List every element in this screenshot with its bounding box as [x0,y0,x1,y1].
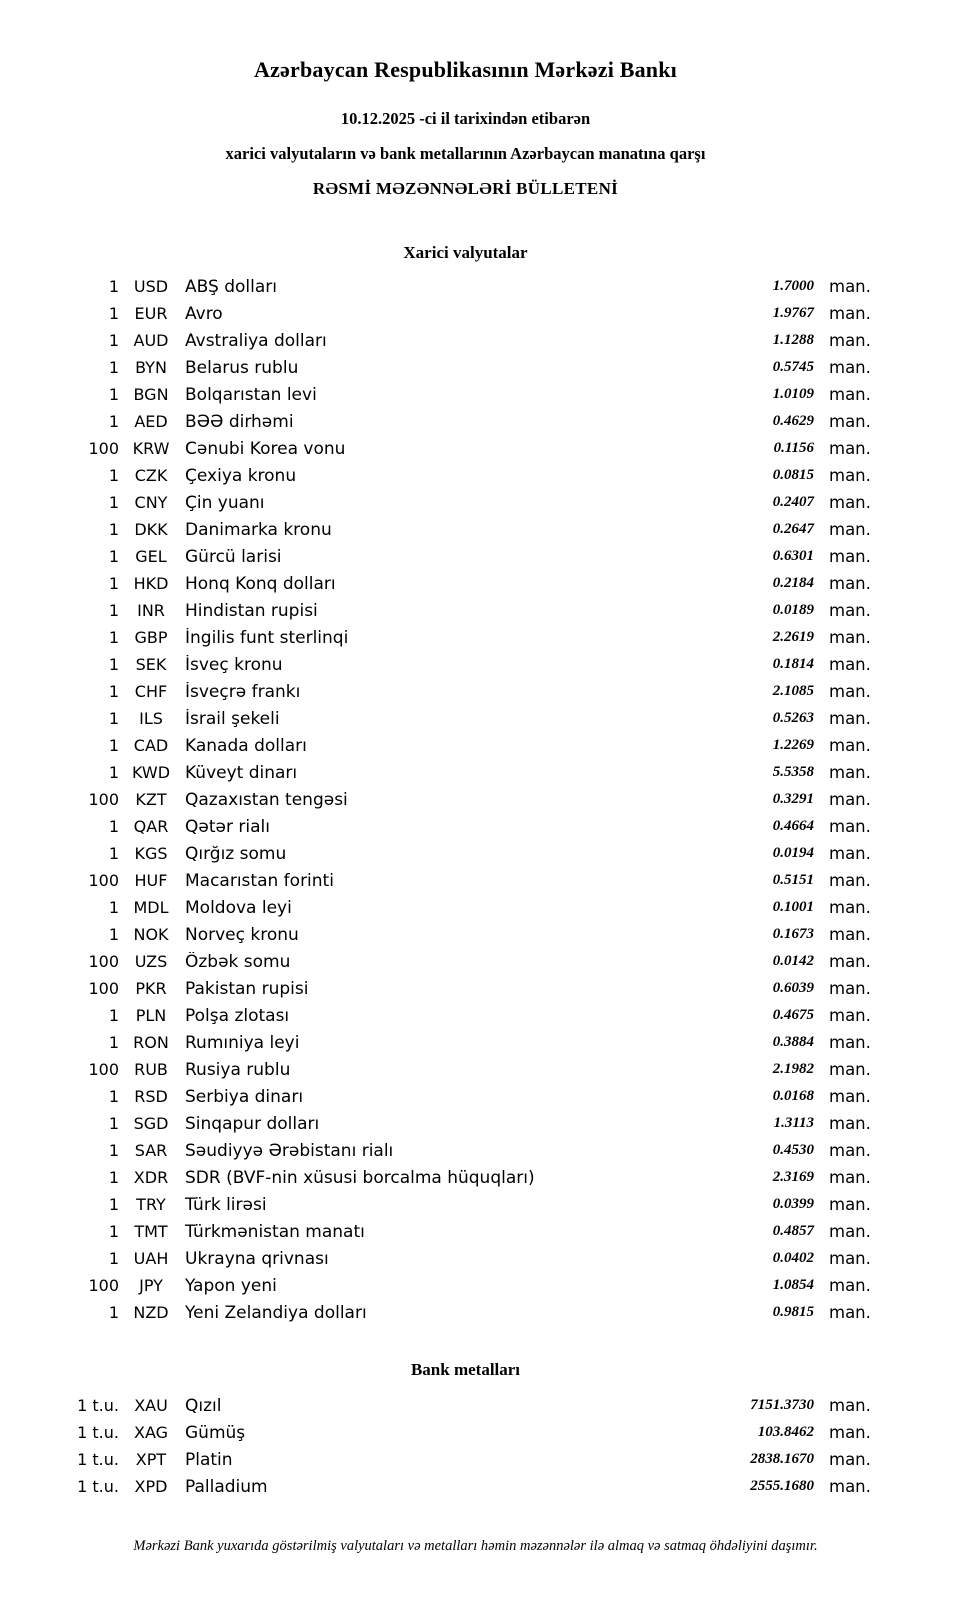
currency-rate: 0.1001 [772,899,814,915]
currency-name: Rusiya rublu [185,1059,291,1080]
currency-unit: man. [829,925,871,944]
currency-quantity: 1 [108,682,119,701]
currency-unit: man. [829,844,871,863]
metal-rate: 103.8462 [757,1424,814,1440]
currency-rate: 0.6301 [772,548,814,564]
metal-name: Gümüş [185,1422,246,1443]
currency-rate: 0.4530 [772,1142,814,1158]
currency-row [55,1083,876,1110]
currency-row [55,840,876,867]
currency-rate: 1.9767 [772,305,814,321]
currency-rate: 0.4675 [772,1007,814,1023]
currency-name: Norveç kronu [185,924,299,945]
currency-name: Avro [185,303,223,324]
currency-quantity: 100 [88,1060,119,1079]
currency-unit: man. [829,1087,871,1106]
currency-rate: 0.2407 [772,494,814,510]
currency-unit: man. [829,1168,871,1187]
currency-code: MDL [133,898,169,917]
currency-name: Yeni Zelandiya dolları [185,1302,367,1323]
currency-quantity: 1 [108,1222,119,1241]
currency-rate: 0.6039 [772,980,814,996]
currency-row [55,705,876,732]
currency-row [55,921,876,948]
currency-unit: man. [829,385,871,404]
currency-rate: 1.1288 [772,332,814,348]
currency-name: Hindistan rupisi [185,600,318,621]
metal-rate: 7151.3730 [750,1397,814,1413]
currency-code: RSD [134,1087,168,1106]
currency-quantity: 1 [108,331,119,350]
currency-code: CAD [133,736,169,755]
currency-name: BƏƏ dirhəmi [185,411,294,432]
currency-rate: 1.3113 [773,1115,814,1131]
bulletin-title: RƏSMİ MƏZƏNNƏLƏRİ BÜLLETENİ [312,179,619,198]
currency-unit: man. [829,1276,871,1295]
currency-quantity: 1 [108,1087,119,1106]
currency-unit: man. [829,574,871,593]
currency-unit: man. [829,709,871,728]
currency-quantity: 1 [108,547,119,566]
currency-row [55,651,876,678]
currency-quantity: 1 [108,736,119,755]
currency-name: ABŞ dolları [185,276,277,297]
currency-code: NOK [133,925,169,944]
currency-row [55,516,876,543]
currency-name: Danimarka kronu [185,519,332,540]
currency-rate: 0.0142 [772,953,814,969]
currency-rate: 0.0168 [772,1088,814,1104]
currency-code: TMT [134,1222,168,1241]
currency-rate: 0.4857 [772,1223,814,1239]
currency-code: XDR [133,1168,169,1187]
currency-name: Pakistan rupisi [185,978,309,999]
currency-quantity: 1 [108,1114,119,1133]
currency-quantity: 1 [108,466,119,485]
currency-row [55,786,876,813]
currency-unit: man. [829,1141,871,1160]
currency-quantity: 1 [108,1249,119,1268]
currency-unit: man. [829,547,871,566]
currency-row [55,1299,876,1326]
metal-quantity: 1 t.u. [77,1396,119,1415]
currency-row [55,1218,876,1245]
currency-row [55,1029,876,1056]
currency-code: INR [137,601,165,620]
currency-rate: 0.2647 [772,521,814,537]
currency-unit: man. [829,979,871,998]
metal-rate: 2838.1670 [750,1451,814,1467]
currency-unit: man. [829,628,871,647]
currency-code: AED [134,412,168,431]
currency-quantity: 100 [88,1276,119,1295]
currency-row [55,1056,876,1083]
currency-code: RUB [134,1060,168,1079]
currency-rate: 0.0815 [772,467,814,483]
currency-quantity: 1 [108,574,119,593]
currency-quantity: 1 [108,601,119,620]
currency-quantity: 1 [108,304,119,323]
currency-quantity: 100 [88,871,119,890]
metal-name: Platin [185,1449,233,1470]
currency-row [55,381,876,408]
currencies-section-title: Xarici valyutalar [403,243,528,262]
currency-code: DKK [134,520,168,539]
currency-row [55,948,876,975]
currency-name: Çin yuanı [185,492,265,513]
currency-row [55,678,876,705]
currency-row [55,1272,876,1299]
currency-rate: 0.1673 [772,926,814,942]
currency-code: HKD [133,574,169,593]
currency-row [55,1137,876,1164]
currency-name: Küveyt dinarı [185,762,298,783]
currency-rate: 0.0402 [772,1250,814,1266]
metal-quantity: 1 t.u. [77,1423,119,1442]
currency-rate: 0.9815 [772,1304,814,1320]
currency-rate: 0.5745 [772,359,814,375]
currency-quantity: 1 [108,1303,119,1322]
currency-name: İsveçrə frankı [185,681,301,702]
currency-quantity: 1 [108,898,119,917]
currency-unit: man. [829,1060,871,1079]
currency-rate: 1.0854 [772,1277,814,1293]
metal-unit: man. [829,1423,871,1442]
metal-unit: man. [829,1477,871,1496]
metal-quantity: 1 t.u. [77,1450,119,1469]
currency-row [55,1191,876,1218]
currency-code: KRW [132,439,170,458]
currency-quantity: 1 [108,1195,119,1214]
currency-rate: 0.1156 [773,440,814,456]
currency-quantity: 100 [88,979,119,998]
currency-name: Bolqarıstan levi [185,384,317,405]
currency-quantity: 1 [108,277,119,296]
currency-unit: man. [829,277,871,296]
metal-name: Palladium [185,1476,268,1497]
currency-name: Ukrayna qrivnası [185,1248,329,1269]
currency-rate: 0.2184 [772,575,814,591]
currency-code: JPY [139,1276,163,1295]
currency-code: CNY [134,493,168,512]
currencies-table [55,273,876,1326]
metal-row [55,1473,876,1500]
currency-unit: man. [829,1114,871,1133]
currency-name: Rumıniya leyi [185,1032,300,1053]
currency-row [55,759,876,786]
metal-unit: man. [829,1450,871,1469]
currency-unit: man. [829,358,871,377]
currency-name: Avstraliya dolları [185,330,327,351]
currency-quantity: 100 [88,439,119,458]
currency-rate: 0.1814 [772,656,814,672]
currency-rate: 1.2269 [772,737,814,753]
metals-table [55,1392,876,1500]
currency-name: Yapon yeni [185,1275,277,1296]
currency-rate: 2.3169 [772,1169,814,1185]
currency-rate: 1.7000 [772,278,814,294]
currency-code: BGN [133,385,169,404]
currency-code: KZT [135,790,167,809]
currency-row [55,867,876,894]
currency-rate: 2.1982 [772,1061,814,1077]
currency-code: KWD [131,763,171,782]
currency-unit: man. [829,601,871,620]
currency-rate: 0.3291 [772,791,814,807]
currency-row [55,1245,876,1272]
currency-name: İsrail şekeli [185,708,280,729]
currency-code: AUD [133,331,169,350]
currency-row [55,624,876,651]
currency-quantity: 1 [108,1033,119,1052]
currency-name: Çexiya kronu [185,465,297,486]
currency-quantity: 100 [88,790,119,809]
metal-unit: man. [829,1396,871,1415]
currency-row [55,462,876,489]
currency-quantity: 1 [108,412,119,431]
currency-rate: 0.5151 [772,872,814,888]
currency-rate: 0.4629 [772,413,814,429]
currency-code: TRY [136,1195,166,1214]
currency-rate: 0.4664 [772,818,814,834]
currency-rate: 0.0399 [772,1196,814,1212]
currency-name: İngilis funt sterlinqi [185,627,349,648]
metal-row [55,1392,876,1419]
currency-name: Cənubi Korea vonu [185,438,346,459]
metal-code: XPD [134,1477,168,1496]
currency-name: Özbək somu [185,951,291,972]
currency-unit: man. [829,1303,871,1322]
currency-name: Polşa zlotası [185,1005,290,1026]
currency-code: EUR [134,304,168,323]
currency-name: Sinqapur dolları [185,1113,320,1134]
currency-code: UAH [133,1249,169,1268]
currency-code: SEK [135,655,167,674]
currency-name: Honq Konq dolları [185,573,336,594]
currency-unit: man. [829,1006,871,1025]
currency-quantity: 1 [108,520,119,539]
currency-name: Səudiyyə Ərəbistanı rialı [185,1140,394,1161]
currency-row [55,354,876,381]
currency-name: Kanada dolları [185,735,307,756]
metal-code: XAG [133,1423,169,1442]
metal-code: XPT [135,1450,167,1469]
bulletin-subtitle: xarici valyutaların və bank metallarının Azərbaycan manatına qarşı [225,144,706,163]
currency-row [55,489,876,516]
document-header [55,56,876,199]
currency-unit: man. [829,736,871,755]
currency-code: ILS [139,709,163,728]
document-footer [20,1538,931,1555]
currency-quantity: 1 [108,925,119,944]
currency-code: CHF [134,682,168,701]
currency-unit: man. [829,763,871,782]
currency-row [55,597,876,624]
currency-code: SGD [133,1114,169,1133]
currency-unit: man. [829,304,871,323]
currency-quantity: 1 [108,358,119,377]
metals-section-title: Bank metalları [410,1360,521,1379]
currency-row [55,408,876,435]
currency-unit: man. [829,1195,871,1214]
currency-rate: 5.5358 [772,764,814,780]
currency-name: Qazaxıstan tengəsi [185,789,348,810]
currency-code: GBP [134,628,168,647]
currency-unit: man. [829,520,871,539]
currency-quantity: 1 [108,1168,119,1187]
currency-row [55,813,876,840]
currency-code: UZS [134,952,168,971]
currency-code: USD [133,277,169,296]
currency-unit: man. [829,412,871,431]
currency-name: Türk lirəsi [185,1194,267,1215]
bank-name-title: Azərbaycan Respublikasının Mərkəzi Bankı [254,57,677,82]
currency-name: Qətər rialı [185,816,270,837]
currency-quantity: 1 [108,655,119,674]
currency-row [55,300,876,327]
currency-unit: man. [829,952,871,971]
currency-row [55,273,876,300]
currency-row [55,543,876,570]
currency-quantity: 100 [88,952,119,971]
currency-unit: man. [829,817,871,836]
currency-code: NZD [133,1303,169,1322]
currency-rate: 0.0194 [772,845,814,861]
currency-code: HUF [134,871,168,890]
currency-code: PKR [135,979,167,998]
metal-code: XAU [134,1396,168,1415]
currency-rate: 0.5263 [772,710,814,726]
currency-code: RON [133,1033,169,1052]
currency-quantity: 1 [108,628,119,647]
currency-unit: man. [829,790,871,809]
currency-name: SDR (BVF-nin xüsusi borcalma hüquqları) [185,1167,535,1188]
currency-rate: 2.2619 [772,629,814,645]
currency-code: QAR [133,817,169,836]
currency-name: Gürcü larisi [185,546,282,567]
currency-name: Moldova leyi [185,897,292,918]
bank-metals-section [55,1360,876,1500]
currency-quantity: 1 [108,817,119,836]
currency-unit: man. [829,898,871,917]
disclaimer-text: Mərkəzi Bank yuxarıda göstərilmiş valyutaları və metalları həmin məzənnələr ilə almaq və satmaq öhdəliyini daşımır. [133,1538,818,1554]
currency-rate: 0.3884 [772,1034,814,1050]
currency-unit: man. [829,1249,871,1268]
currency-name: İsveç kronu [185,654,283,675]
metal-name: Qızıl [185,1395,222,1416]
currency-code: BYN [135,358,167,377]
currency-name: Serbiya dinarı [185,1086,304,1107]
currency-row [55,435,876,462]
currency-row [55,1110,876,1137]
effective-date-line: 10.12.2025 -ci il tarixindən etibarən [340,109,591,128]
foreign-currencies-section [55,243,876,1326]
currency-row [55,894,876,921]
currency-name: Belarus rublu [185,357,299,378]
currency-row [55,327,876,354]
currency-name: Macarıstan forinti [185,870,334,891]
currency-row [55,975,876,1002]
currency-quantity: 1 [108,1006,119,1025]
metal-row [55,1446,876,1473]
currency-name: Qırğız somu [185,843,287,864]
currency-row [55,570,876,597]
currency-quantity: 1 [108,709,119,728]
currency-quantity: 1 [108,493,119,512]
currency-unit: man. [829,493,871,512]
currency-name: Türkmənistan manatı [185,1221,365,1242]
currency-row [55,1002,876,1029]
currency-quantity: 1 [108,763,119,782]
currency-unit: man. [829,331,871,350]
currency-quantity: 1 [108,844,119,863]
currency-row [55,1164,876,1191]
currency-code: KGS [134,844,168,863]
currency-rate: 1.0109 [772,386,814,402]
metal-row [55,1419,876,1446]
currency-unit: man. [829,1222,871,1241]
currency-quantity: 1 [108,1141,119,1160]
currency-unit: man. [829,655,871,674]
currency-rate: 0.0189 [772,602,814,618]
currency-code: CZK [134,466,168,485]
currency-quantity: 1 [108,385,119,404]
metal-rate: 2555.1680 [750,1478,814,1494]
currency-code: SAR [134,1141,168,1160]
currency-rate: 2.1085 [772,683,814,699]
currency-row [55,732,876,759]
currency-unit: man. [829,871,871,890]
currency-code: PLN [135,1006,167,1025]
currency-unit: man. [829,1033,871,1052]
metal-quantity: 1 t.u. [77,1477,119,1496]
currency-unit: man. [829,466,871,485]
currency-unit: man. [829,682,871,701]
currency-unit: man. [829,439,871,458]
currency-code: GEL [135,547,167,566]
